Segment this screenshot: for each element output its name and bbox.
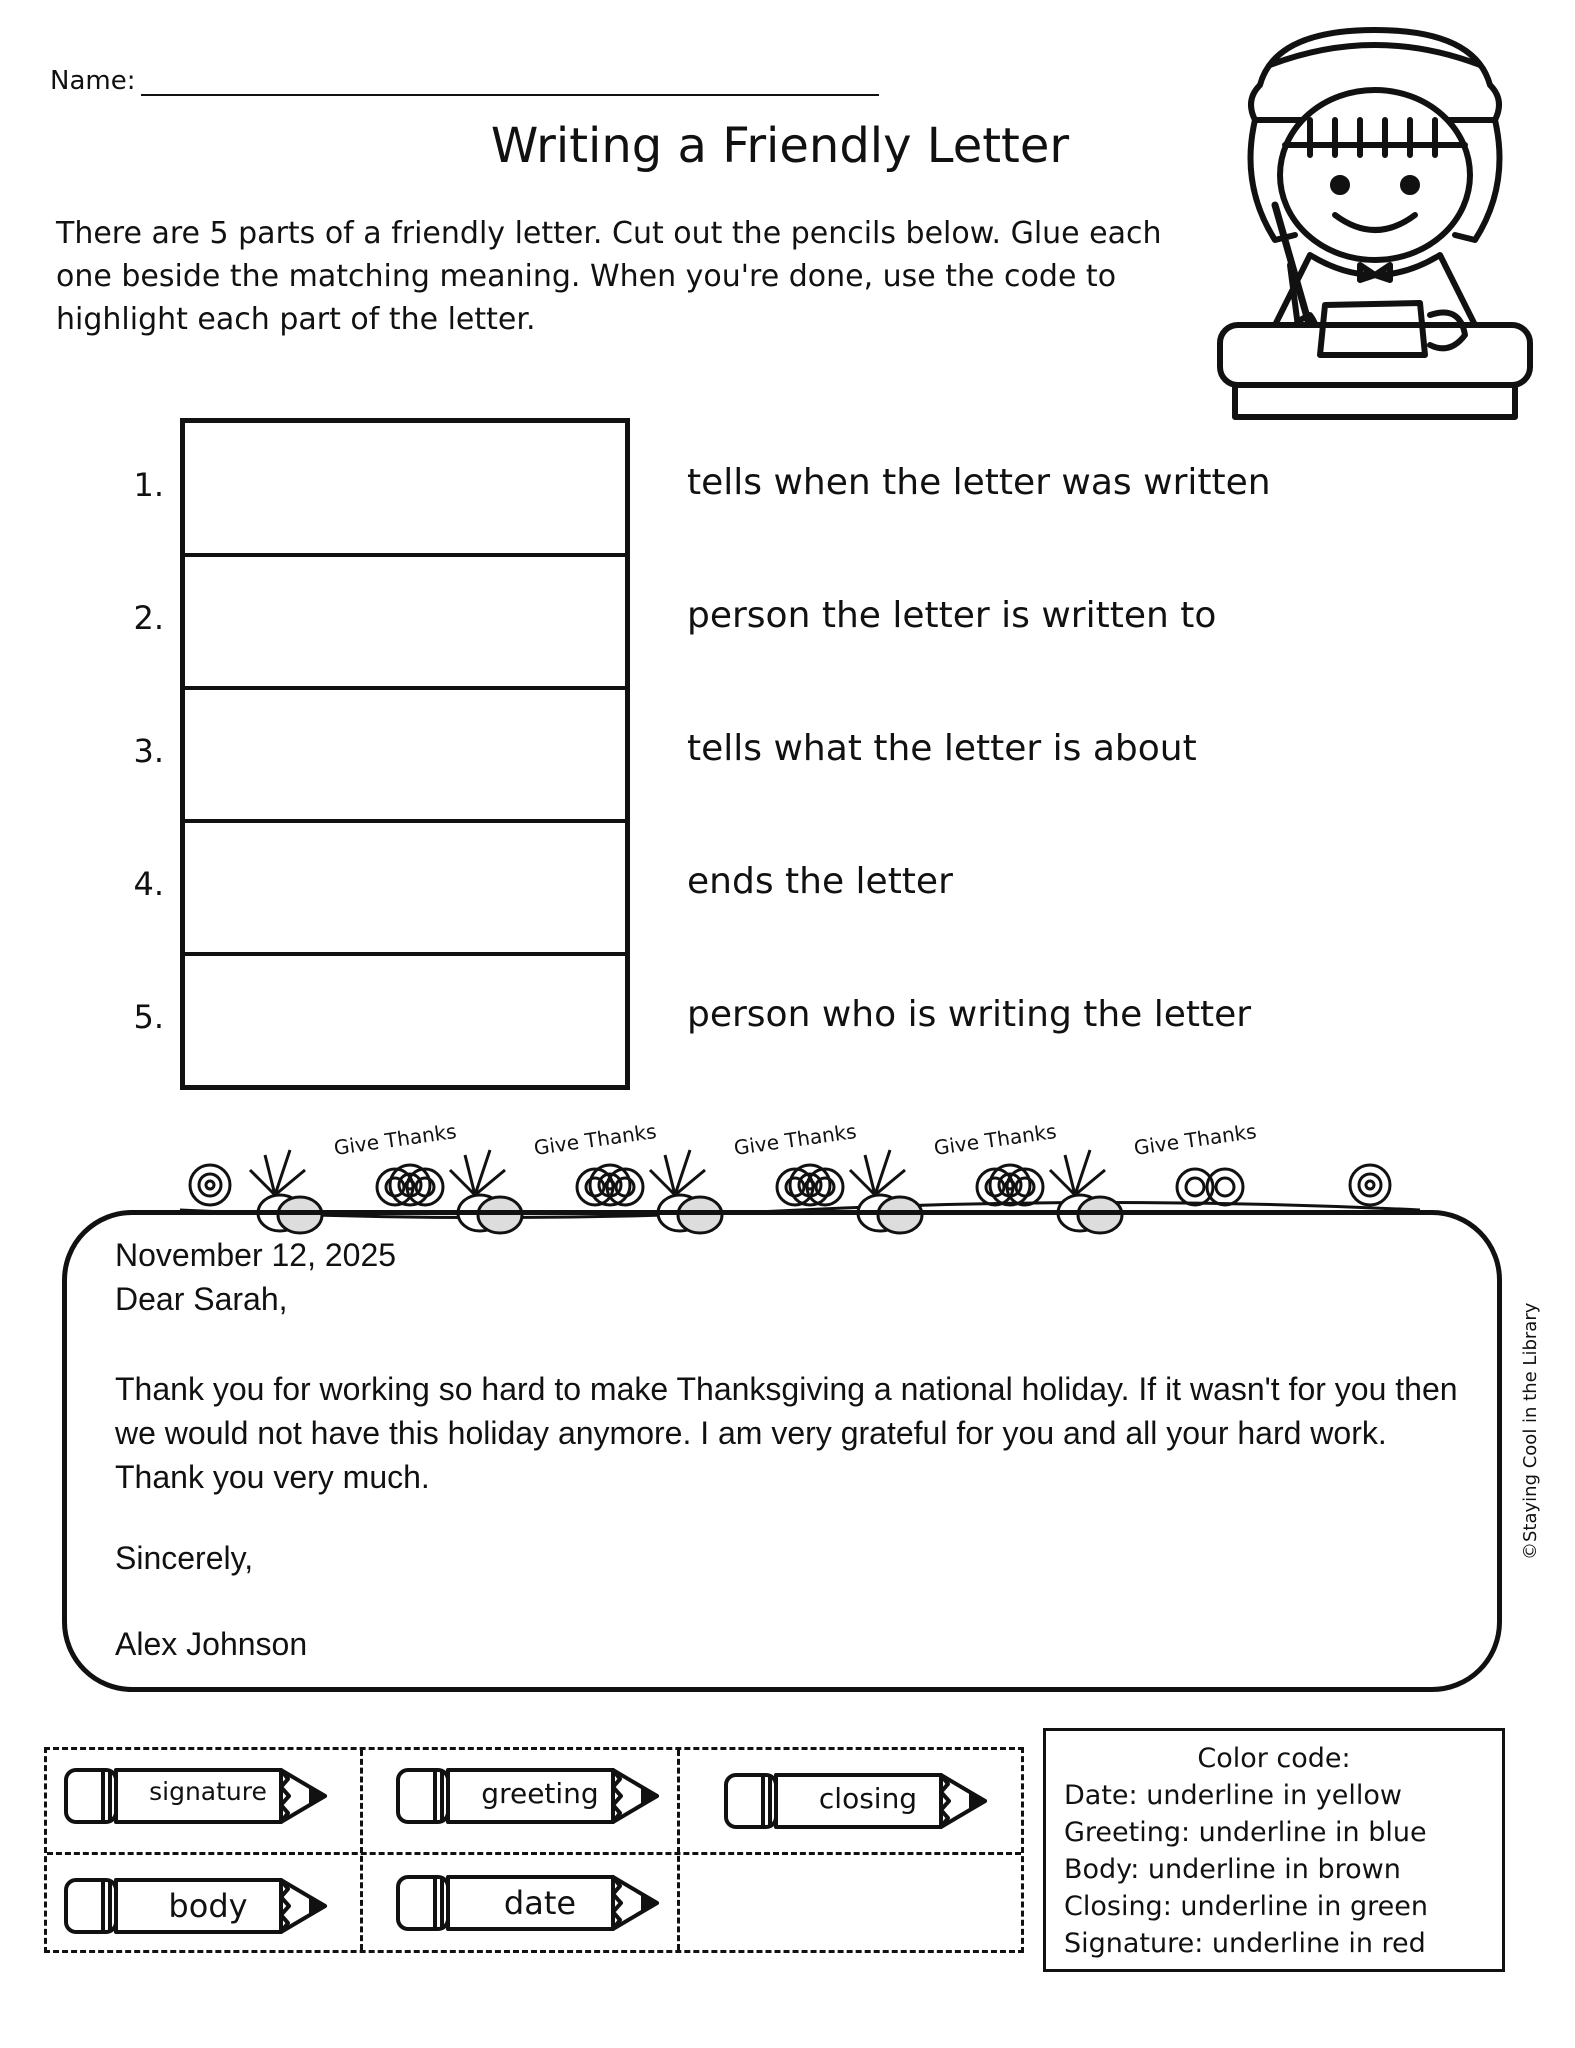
- match-meaning: person who is writing the letter: [687, 994, 1252, 1035]
- match-number: 3.: [133, 732, 164, 770]
- garland-text: Give Thanks: [532, 1119, 658, 1160]
- match-number: 2.: [133, 599, 164, 637]
- cut-line: [360, 1750, 363, 1950]
- copyright-text: ©Staying Cool in the Library: [1520, 1302, 1541, 1560]
- letter-signature: Alex Johnson: [115, 1626, 308, 1662]
- match-meaning: person the letter is written to: [687, 595, 1217, 636]
- letter-closing: Sincerely,: [115, 1540, 254, 1576]
- match-row: [130, 817, 1330, 950]
- garland-text: Give Thanks: [1132, 1119, 1258, 1160]
- color-code-item: Signature: underline in red: [1064, 1928, 1426, 1959]
- pilgrim-writing-illustration: [1215, 25, 1535, 430]
- color-code-list: [1046, 1777, 1502, 1962]
- match-number: 1.: [133, 466, 164, 504]
- pencil-label: greeting: [481, 1777, 599, 1810]
- match-row: [130, 684, 1330, 817]
- pencil-cutout[interactable]: [63, 1875, 333, 1937]
- letter-greeting: Dear Sarah,: [115, 1281, 288, 1317]
- name-label: Name:: [50, 66, 136, 96]
- pencil-label: body: [168, 1887, 248, 1925]
- letter-body: Thank you for working so hard to make Thanksgiving a national holiday. If it wasn't for you then we would not have this holiday anymore. I am very grateful for you and all your hard work. Thank you very much.: [115, 1371, 1458, 1495]
- match-row: [130, 950, 1330, 1083]
- match-meaning: ends the letter: [687, 861, 953, 902]
- match-number: 4.: [133, 865, 164, 903]
- pencil-label: date: [503, 1884, 577, 1922]
- garland-text: Give Thanks: [332, 1119, 458, 1160]
- match-meaning: tells when the letter was written: [687, 462, 1271, 503]
- pencil-label: signature: [149, 1777, 267, 1806]
- color-code-item: Date: underline in yellow: [1064, 1780, 1402, 1811]
- match-row: [130, 418, 1330, 551]
- garland-text: Give Thanks: [732, 1119, 858, 1160]
- pencil-label: closing: [818, 1782, 918, 1815]
- color-code-item: Closing: underline in green: [1064, 1891, 1428, 1922]
- cut-line: [47, 1852, 1021, 1855]
- match-row: [130, 551, 1330, 684]
- letter-date: November 12, 2025: [115, 1237, 397, 1273]
- pencil-cutout[interactable]: [723, 1770, 993, 1832]
- name-field-row: [50, 66, 879, 96]
- match-number: 5.: [133, 998, 164, 1036]
- pencil-cutout[interactable]: [63, 1765, 333, 1827]
- color-code-title: Color code:: [1197, 1743, 1351, 1774]
- page-title: Writing a Friendly Letter: [490, 118, 1070, 174]
- name-line[interactable]: [141, 68, 879, 96]
- pencil-cutout[interactable]: [395, 1872, 665, 1934]
- color-code-item: Body: underline in brown: [1064, 1854, 1401, 1885]
- color-code-item: Greeting: underline in blue: [1064, 1817, 1427, 1848]
- instructions-text: There are 5 parts of a friendly letter. Cut out the pencils below. Glue each one beside the matching meaning. When you're done, use the code to highlight each part of the letter.: [56, 216, 1162, 337]
- match-meaning: tells what the letter is about: [687, 728, 1197, 769]
- cut-line: [677, 1750, 680, 1950]
- pencil-cutout[interactable]: [395, 1765, 665, 1827]
- garland-text: Give Thanks: [932, 1119, 1058, 1160]
- color-code-box: [1043, 1728, 1505, 1972]
